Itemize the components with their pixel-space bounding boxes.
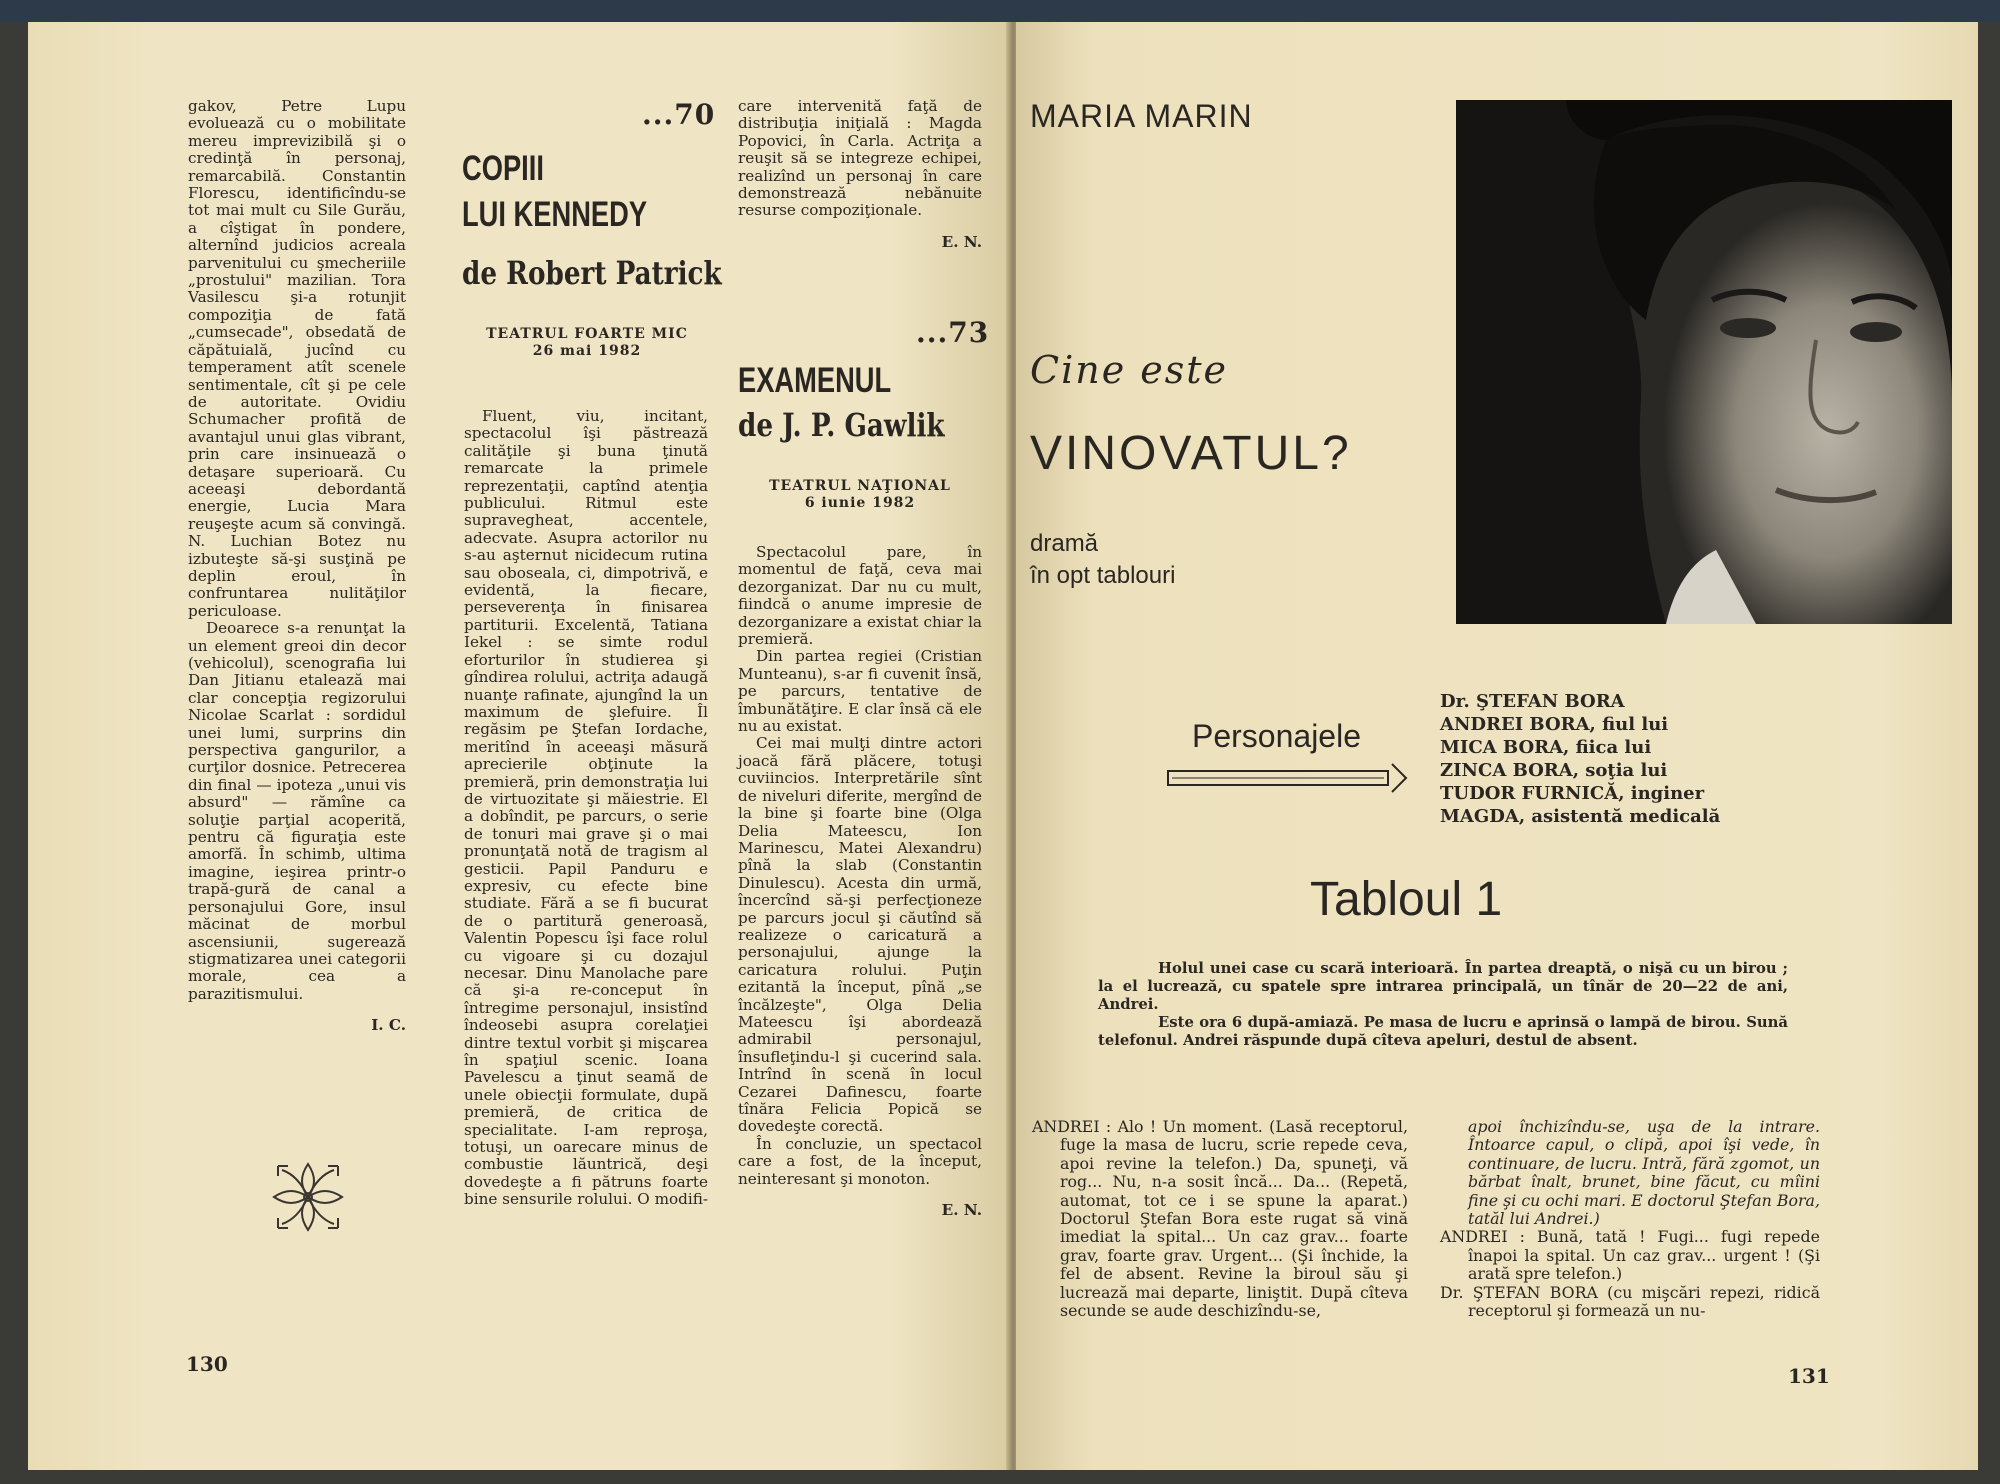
book-cover-edge — [0, 0, 2000, 22]
dialogue-line: ANDREI : Alo ! Un moment. (Lasă receptorul, fuge la masa de lucru, scrie repede ceva, apoi revine la telefon.) Da, spuneţi, vă rog... Nu, n-a sosit încă... Da... (Repetă, automat, tot ce i se spune la aparat.) Doctorul Ştefan Bora este rugat să vină imediat la spital... Un caz grav... foarte grav, foarte grav. Urgent... (Şi închide, la fel de absent. Revine la biroul său şi lucrează mai departe, liniştit. După cîteva secunde se aude deschizîndu-se, — [1032, 1117, 1408, 1321]
play-title-line: EXAMENUL — [738, 361, 892, 400]
signature: E. N. — [941, 1201, 982, 1220]
stage-direction-paragraph: Este ora 6 după-amiază. Pe masa de lucru e aprinsă o lampă de birou. Sună telefonul. Andrei răspunde după cîteva apeluri, destul de absent. — [1098, 1014, 1788, 1049]
stage-direction-paragraph: Holul unei case cu scară interioară. În partea dreaptă, o nişă cu un birou ; la el lucrează, cu spatele spre intrarea principală, un tînăr de 20—22 de ani, Andrei. — [1098, 960, 1788, 1013]
paragraph: Deoarece s-a renunţat la un element greoi din decor (vehicolul), scenografia lui Dan Jitianu etalează mai clar concepţia regizorului Nicolae Scarlat : sordidul unei lumi, surprins din perspectiva gangurilor, a curţilor dosnice. Petrecerea din final — ipoteza „unui vis absurd" — rămîne ca soluţie parţial acoperită, pentru că figuraţia este amorfă. În schimb, ultima imagine, ieşirea printr-o trapă-gură de canal a personajului Gore, insul măcinat de morbul ascensiunii, sugerează stigmatizarea unei categorii morale, cea a parazitismului. — [188, 619, 406, 1003]
paragraph: care intervenită faţă de distribuţia iniţială : Magda Popovici, în Carla. Actriţa a reuşit să se integreze echipei, realizînd un personaj în care demonstrează nebănuite resurse compoziţionale. — [738, 97, 982, 220]
left-column-3 — [738, 544, 982, 1219]
author-portrait-photo — [1456, 100, 1952, 624]
page-number-left: 130 — [186, 1352, 228, 1376]
genre-line: în opt tablouri — [1030, 562, 1176, 589]
cast-member: Dr. ŞTEFAN BORA — [1440, 691, 1625, 712]
cast-member: ZINCA BORA, soţia lui — [1440, 760, 1668, 781]
play-number: ...73 — [916, 316, 990, 349]
paragraph: gakov, Petre Lupu evoluează cu o mobilitate mereu imprevizibilă şi o credinţă în personaj, remarcabilă. Constantin Florescu, identificîndu-se tot mai mult cu Sile Gurău, a cîştigat în pondere, alternînd judicios acreala parvenitului cu şmecheriile „prostului" mazilian. Tora Vasilescu şi-a rotunjit compoziţia de fată „cumsecade", obsedată de căpătuială, jucînd cu temperament atît scenele sentimentale, cît şi pe cele de autoritate. Ovidiu Schumacher profită de avantajul unui glas vibrant, prin care insinuează o detaşare superioară. Cu aceeaşi debordantă energie, Lucia Mara reuşeşte acum să convingă. N. Luchian Botez nu izbuteşte să-şi susţină pe deplin eroul, în confruntarea nulităţilor periculoase. — [188, 97, 406, 620]
genre-line: dramă — [1030, 530, 1099, 557]
cast-member: ANDREI BORA, fiul lui — [1440, 714, 1669, 735]
arrow-right-icon — [1166, 762, 1410, 794]
play-title-line-2: VINOVATUL? — [1030, 427, 1352, 480]
signature: E. N. — [941, 232, 982, 251]
scene-title: Tabloul 1 — [1310, 873, 1503, 926]
cast-member: TUDOR FURNICĂ, inginer — [1440, 783, 1705, 804]
play-author: de Robert Patrick — [462, 254, 722, 292]
venue-name: TEATRUL NAŢIONAL — [769, 478, 951, 494]
theatre-venue — [462, 326, 712, 360]
theatre-venue — [738, 478, 982, 512]
performance-date: 26 mai 1982 — [532, 343, 642, 359]
left-column-3-top — [738, 98, 982, 251]
play-title-line-1: Cine este — [1030, 348, 1229, 392]
paragraph: Din partea regiei (Cristian Munteanu), s-ar fi cuvenit însă, pe parcurs, tentative de îmbunătăţire. E clar însă că ele nu au existat. — [738, 647, 982, 736]
paragraph: În concluzie, un spectacol care a fost, de la început, neinteresant şi monoton. — [738, 1134, 982, 1188]
left-column-1 — [188, 98, 406, 1035]
play-number: ...70 — [642, 98, 716, 131]
paragraph: Spectacolul pare, în momentul de faţă, ceva mai dezorganizat. Dar nu cu mult, fiindcă o anume impresie de dezorganizare a existat chiar la premieră. — [738, 543, 982, 649]
cast-member: MAGDA, asistentă medicală — [1440, 806, 1721, 827]
cast-heading: Personajele — [1192, 718, 1361, 754]
play-author-name: MARIA MARIN — [1030, 98, 1253, 134]
dialogue-line: Dr. ŞTEFAN BORA (cu mişcări repezi, ridică receptorul şi formează un nu- — [1440, 1282, 1820, 1321]
dialogue-column-right — [1440, 1118, 1820, 1320]
paragraph: Fluent, viu, incitant, spectacolul îşi păstrează calităţile şi buna ţinută remarcate la primele reprezentaţii, captînd atenţia publicului. Ritmul este supravegheat, accentele, adecvate. Asupra actorilor nu s-au aşternut nicidecum rutina sau oboseala, ci, dimpotrivă, e evidentă, la fiecare, perseverenţa în finisarea partiturii. Excelentă, Tatiana Iekel : se simte rodul eforturilor în studierea şi gîndirea rolului, actriţa adaugă nuanţe rafinate, ajungînd la un maximum de şlefuire. Îl regăsim pe Ştefan Iordache, meritînd în aceeaşi măsură aprecierile obţinute la premieră, prin demonstraţia lui de virtuozitate şi măiestrie. El a dobîndit, pe parcurs, o serie de tonuri mai grave şi o mai pronunţată notă de tragism al gesticii. Papil Panduru e expresiv, cu efecte bine studiate. Fără a se fi bucurat de o partitură generoasă, Valentin Popescu îşi face rolul cu vigoare şi cu dozajul necesar. Dinu Manolache pare că şi-a re-conceput în întregime personajul, insistînd îndeosebi asupra corelaţiei dintre textul vorbit şi mişcarea în spaţiul scenic. Ioana Pavelescu a ţinut seamă de unele obiecţii formulate, după premieră, de critica de specialitate. I-am reproşa, totuşi, un oarecare minus de combustie lăuntrică, deşi dovedeşte a fi pătruns foarte bine sensurile rolului. O modifi- — [464, 407, 708, 1209]
play-title-line: LUI KENNEDY — [462, 195, 648, 234]
dialogue-line: ANDREI : Bună, tată ! Fugi... fugi repede înapoi la spital. Un caz grav... urgent ! (Şi arată spre telefon.) — [1440, 1227, 1820, 1284]
floral-ornament-icon — [268, 1156, 348, 1238]
left-column-2 — [464, 408, 708, 1209]
cast-list — [1440, 690, 1720, 828]
cast-member: MICA BORA, fiica lui — [1440, 737, 1652, 758]
venue-name: TEATRUL FOARTE MIC — [486, 326, 688, 342]
paragraph: Cei mai mulţi dintre actori joacă fără plăcere, totuşi cuviincios. Interpretările sînt de niveluri diferite, mergînd de la bine şi foarte bine (Olga Delia Mateescu, Ion Marinescu, Matei Alexandru) pînă la slab (Constantin Dinulescu). Acesta din urmă, încercînd să-şi perfecţioneze pe parcurs jocul şi căutînd să realizeze o caricatură a personajului, ajunge la caricatura rolului. Puţin ezitantă la început, pînă „se încălzeşte", Olga Delia Mateescu îşi abordează admirabil personajul, însufleţindu-l şi cucerind sala. Intrînd în scenă în locul Cezarei Dafinescu, foarte tînăra Felicia Popică se dovedeşte corectă. — [738, 734, 982, 1136]
dialogue-column-left — [1032, 1118, 1408, 1320]
signature: I. C. — [371, 1016, 406, 1035]
play-title-line: COPIII — [462, 149, 544, 188]
page-number-right: 131 — [1788, 1364, 1830, 1388]
stage-direction — [1098, 960, 1788, 1050]
dialogue-continuation: apoi închizîndu-se, uşa de la intrare. Întoarce capul, o clipă, apoi îşi vede, în continuare, de lucru. Intră, fără zgomot, un bărbat înalt, brunet, bine făcut, cu mîini fine şi cu ochi mari. E doctorul Ştefan Bora, tatăl lui Andrei.) — [1468, 1117, 1820, 1229]
play-author: de J. P. Gawlik — [738, 406, 945, 444]
performance-date: 6 iunie 1982 — [804, 495, 916, 511]
